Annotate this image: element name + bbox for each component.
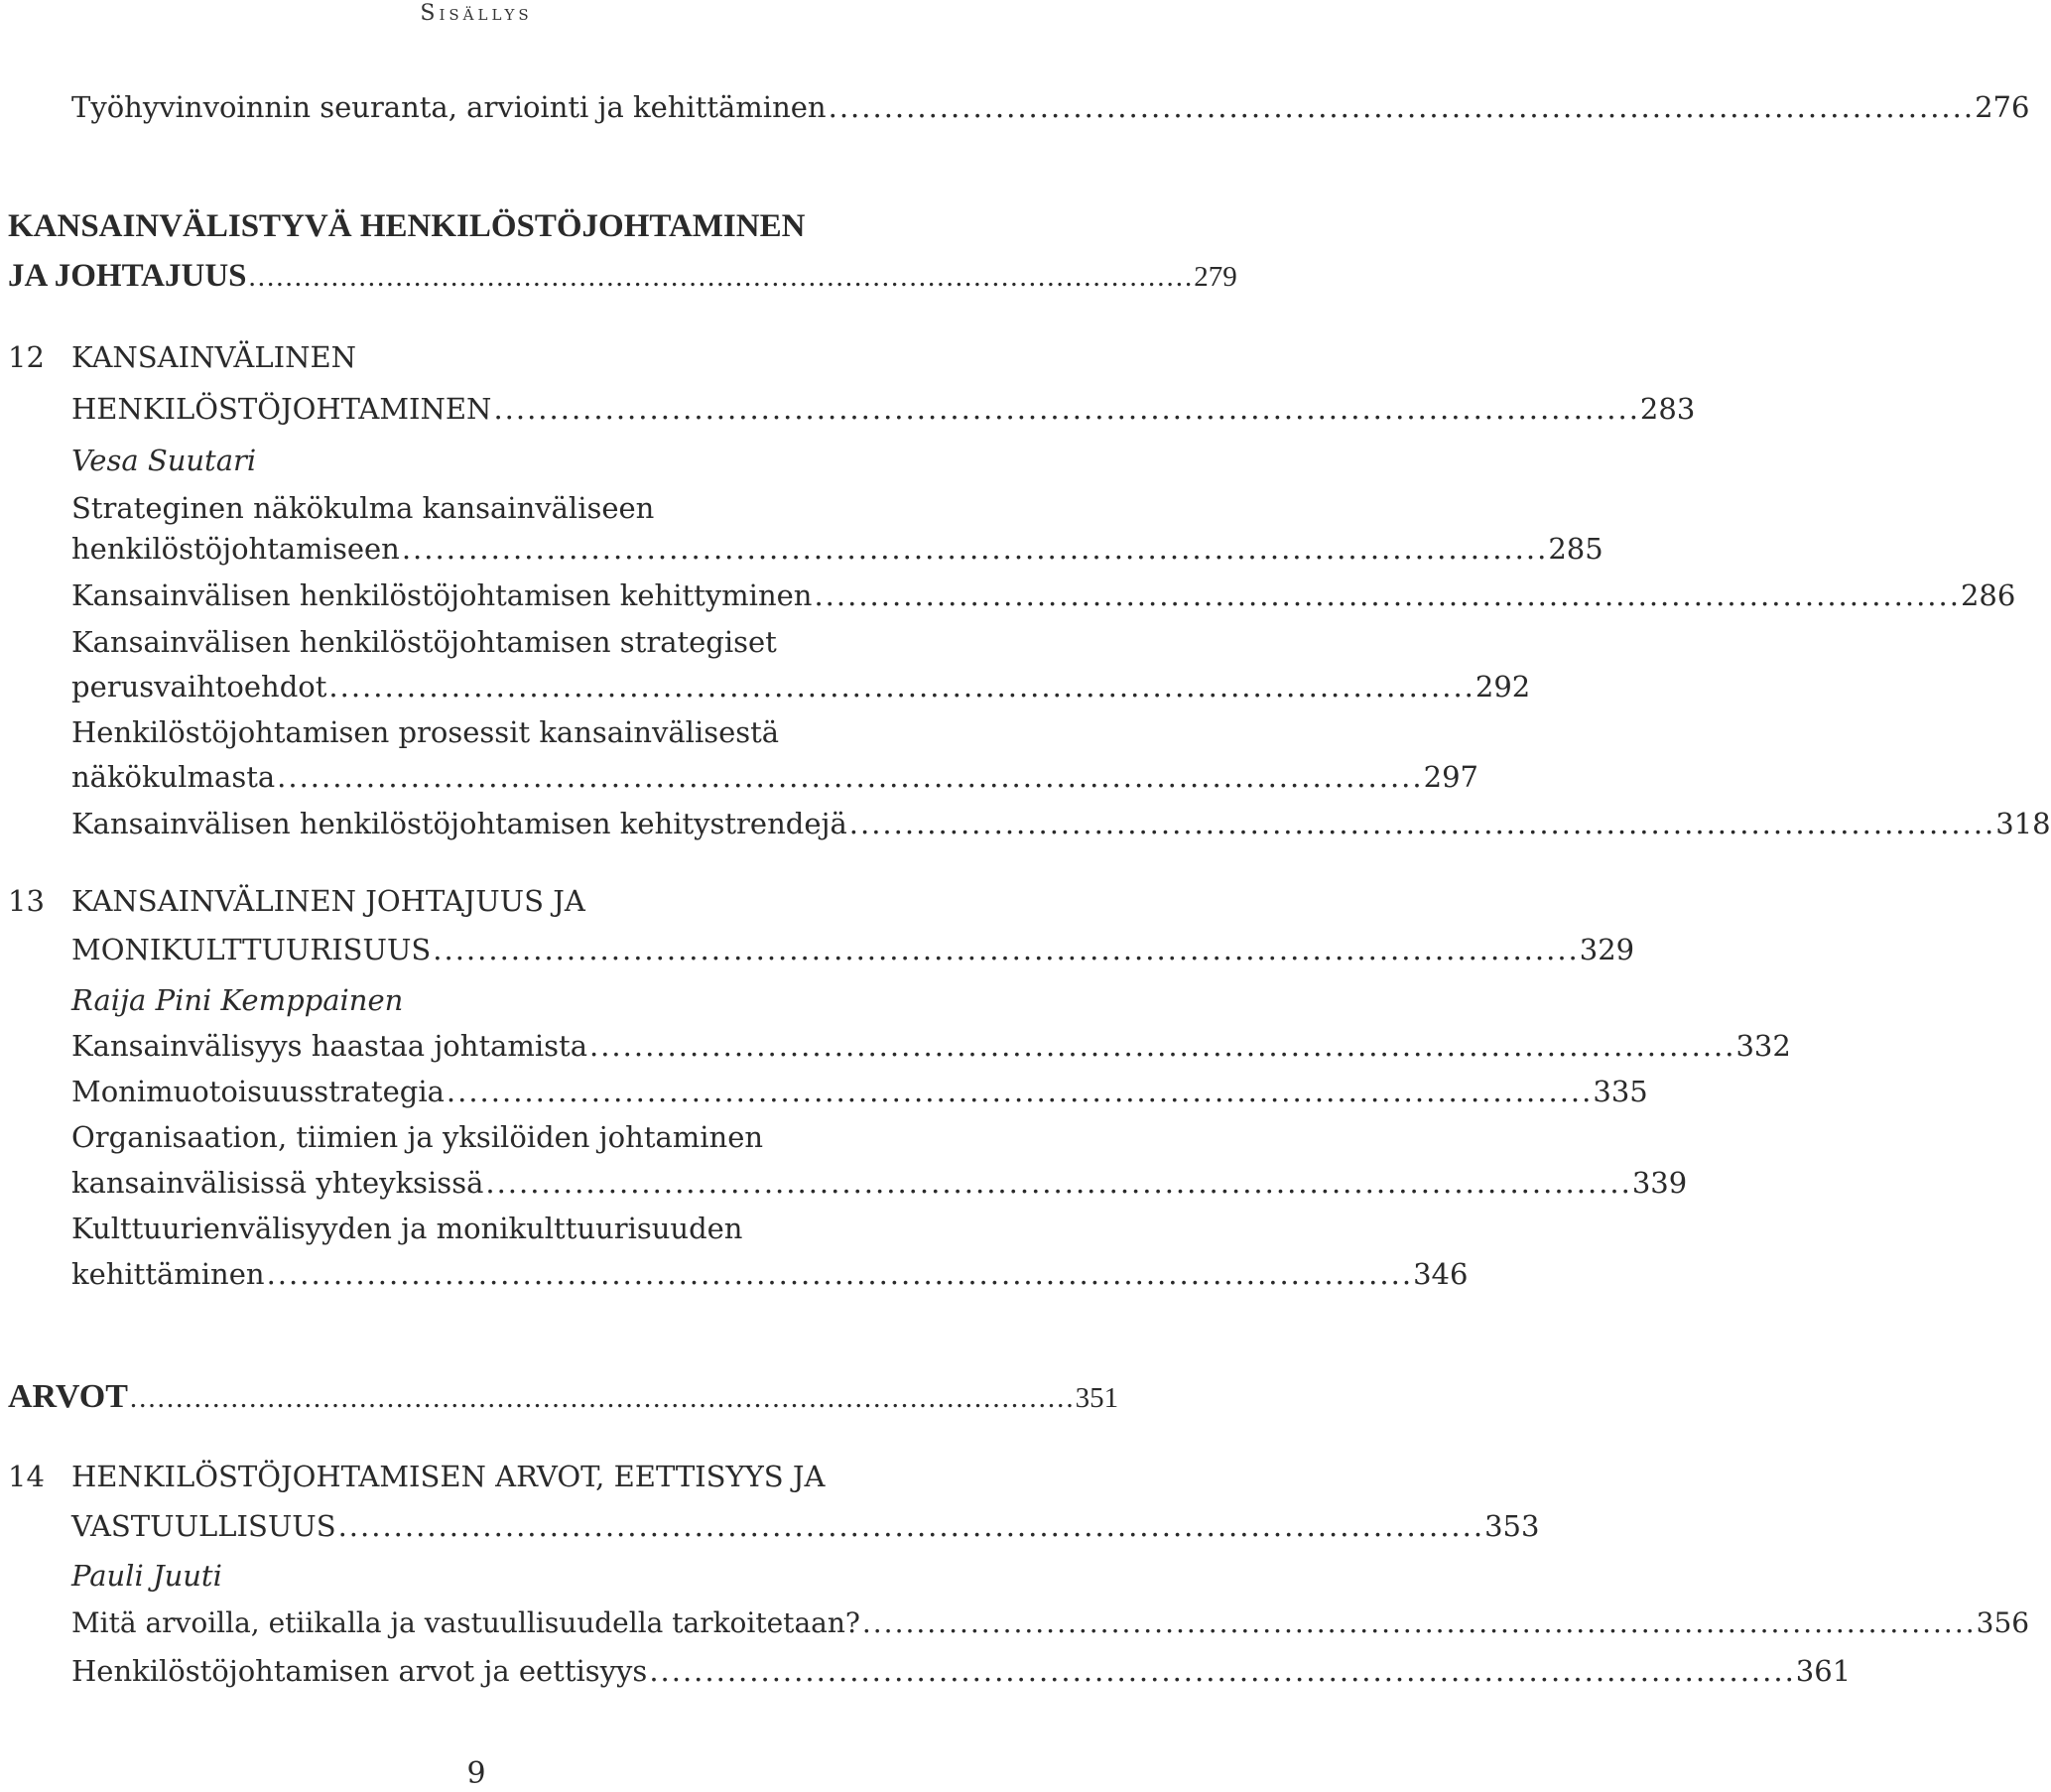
toc-entry-title: Mitä arvoilla, etiikalla ja vastuullisuudella tarkoitetaan? — [71, 1606, 860, 1639]
toc-entry-title: Kansainvälisen henkilöstöjohtamisen kehittyminen — [71, 578, 813, 612]
chapter-title: VASTUULLISUUS — [71, 1509, 336, 1543]
toc-entry-title: Henkilöstöjohtamisen arvot ja eettisyys — [71, 1654, 648, 1688]
part-heading — [8, 1377, 1119, 1417]
toc-entry-page: 292 — [1474, 670, 1531, 704]
dot-leader: ....................................................................................................... — [649, 1654, 1796, 1688]
chapter-number: 12 — [8, 340, 45, 374]
toc-entry — [71, 1072, 1648, 1111]
toc-entry-page: 335 — [1593, 1075, 1648, 1108]
chapter-title: HENKILÖSTÖJOHTAMISEN ARVOT, EETTISYYS JA — [71, 1460, 826, 1493]
toc-entry-page: 286 — [1960, 578, 2016, 612]
toc-entry-page: 329 — [1579, 933, 1635, 966]
toc-entry — [71, 712, 951, 752]
chapter-heading — [71, 1457, 951, 1496]
toc-entry — [71, 488, 951, 528]
toc-entry — [71, 667, 1531, 706]
chapter-heading — [71, 1506, 1540, 1546]
toc-entry-page: 279 — [1194, 261, 1237, 293]
toc-entry — [71, 1209, 951, 1248]
toc-entry — [71, 1163, 1688, 1203]
part-title: ARVOT — [8, 1378, 128, 1415]
toc-entry-title: henkilöstöjohtamiseen — [71, 532, 400, 566]
toc-entry-page: 346 — [1413, 1257, 1469, 1291]
chapter-title: KANSAINVÄLINEN JOHTAJUUS JA — [71, 884, 585, 918]
toc-entry-title: kehittäminen — [71, 1257, 265, 1291]
dot-leader: ....................................................................................................... — [129, 1382, 1076, 1414]
toc-entry-title: näkökulmasta — [71, 760, 276, 794]
author-text: Vesa Suutari — [71, 444, 257, 477]
toc-entry — [71, 1254, 1469, 1294]
toc-entry-title: Kansainvälisen henkilöstöjohtamisen kehitystrendejä — [71, 807, 847, 840]
chapter-heading — [71, 389, 1696, 429]
chapter-title: KANSAINVÄLINEN — [71, 340, 356, 374]
dot-leader: ....................................................................................................... — [337, 1509, 1485, 1543]
author-name — [71, 1556, 951, 1596]
dot-leader: ....................................................................................................... — [446, 1075, 1594, 1108]
toc-entry — [71, 804, 2051, 843]
toc-entry — [71, 529, 1603, 569]
part-heading — [8, 206, 951, 246]
toc-entry-page: 297 — [1423, 760, 1478, 794]
toc-entry — [71, 1603, 2030, 1643]
chapter-number: 13 — [8, 884, 45, 918]
toc-entry-page: 276 — [1975, 90, 2030, 124]
toc-entry — [71, 87, 2030, 127]
dot-leader: ....................................................................................................... — [401, 532, 1549, 566]
toc-entry-page: 318 — [1995, 807, 2051, 840]
toc-entry-page: 361 — [1795, 1654, 1852, 1688]
toc-entry — [71, 1026, 1791, 1066]
dot-leader: ....................................................................................................... — [277, 760, 1424, 794]
toc-entry — [71, 1117, 951, 1157]
chapter-heading — [71, 930, 1635, 969]
chapter-title: MONIKULTTUURISUUS — [71, 933, 432, 966]
toc-entry-title: Organisaation, tiimien ja yksilöiden johtaminen — [71, 1120, 764, 1154]
toc-entry-page: 351 — [1075, 1382, 1119, 1414]
toc-entry-title: perusvaihtoehdot — [71, 670, 327, 704]
part-title: JA JOHTAJUUS — [8, 258, 247, 294]
toc-entry-title: Strateginen näkökulma kansainväliseen — [71, 491, 655, 525]
author-text: Raija Pini Kemppainen — [71, 983, 404, 1017]
chapter-title: HENKILÖSTÖJOHTAMINEN — [71, 392, 492, 426]
chapter-number: 14 — [8, 1460, 45, 1493]
dot-leader: ....................................................................................................... — [814, 578, 1961, 612]
toc-entry-page: 332 — [1735, 1029, 1791, 1063]
toc-entry — [71, 576, 2016, 615]
toc-entry-page: 283 — [1639, 392, 1696, 426]
section-header: Sisällys — [420, 1, 533, 26]
dot-leader: ....................................................................................................... — [433, 933, 1580, 966]
author-name — [71, 980, 951, 1020]
dot-leader: ....................................................................................................... — [828, 90, 1976, 124]
toc-entry-page: 356 — [1976, 1606, 2030, 1639]
toc-entry-page: 339 — [1631, 1166, 1688, 1200]
dot-leader: ....................................................................................................... — [266, 1257, 1414, 1291]
toc-entry-title: Monimuotoisuusstrategia — [71, 1075, 445, 1108]
toc-entry-title: Kansainvälisen henkilöstöjohtamisen strategiset — [71, 625, 777, 659]
author-text: Pauli Juuti — [71, 1559, 222, 1593]
chapter-heading — [71, 337, 951, 377]
toc-entry — [71, 1651, 1852, 1691]
toc-entry-title: Kulttuurienvälisyyden ja monikulttuurisuuden — [71, 1212, 743, 1245]
dot-leader: ....................................................................................................... — [861, 1606, 1977, 1639]
toc-entry-page: 353 — [1484, 1509, 1540, 1543]
toc-entry — [71, 757, 1478, 797]
dot-leader: ....................................................................................................... — [485, 1166, 1632, 1200]
toc-entry-title: kansainvälisissä yhteyksissä — [71, 1166, 484, 1200]
dot-leader: ....................................................................................................... — [589, 1029, 1736, 1063]
part-heading — [8, 256, 1237, 296]
dot-leader: ....................................................................................................... — [248, 261, 1195, 293]
dot-leader: ....................................................................................................... — [848, 807, 1996, 840]
toc-entry — [71, 622, 951, 662]
part-title: KANSAINVÄLISTYVÄ HENKILÖSTÖJOHTAMINEN — [8, 208, 806, 244]
chapter-heading — [71, 881, 951, 921]
author-name — [71, 441, 951, 480]
toc-entry-title: Työhyvinvoinnin seuranta, arviointi ja kehittäminen — [71, 90, 827, 124]
dot-leader: ....................................................................................................... — [493, 392, 1640, 426]
dot-leader: ....................................................................................................... — [328, 670, 1475, 704]
page-number: 9 — [466, 1756, 486, 1791]
toc-entry-title: Henkilöstöjohtamisen prosessit kansainvälisestä — [71, 715, 780, 749]
toc-entry-title: Kansainvälisyys haastaa johtamista — [71, 1029, 587, 1063]
toc-entry-page: 285 — [1548, 532, 1603, 566]
